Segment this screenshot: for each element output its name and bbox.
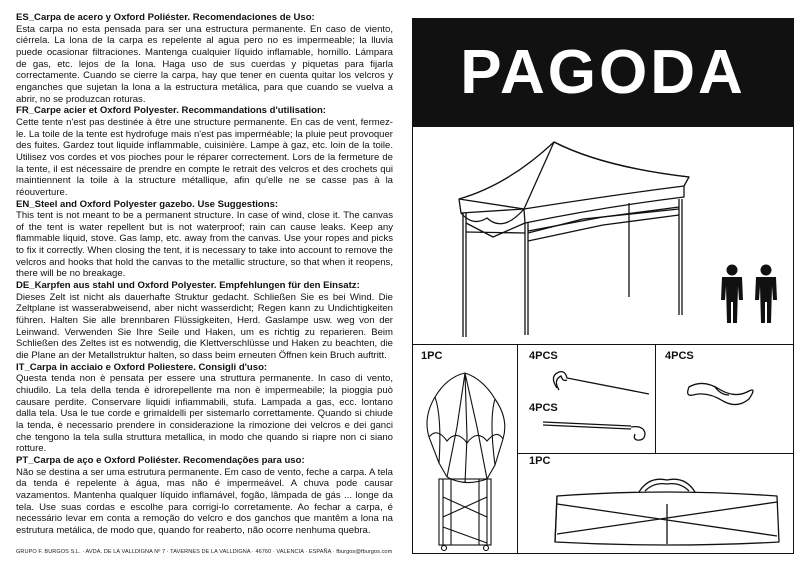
tent-stake-icon — [543, 366, 653, 400]
section-title: PT_Carpa de aço e Oxford Poliéster. Recomendações para uso: — [16, 454, 305, 466]
rope-icon — [685, 375, 757, 411]
divider — [655, 344, 656, 454]
product-title: PAGODA — [460, 38, 746, 107]
section-en — [16, 199, 393, 281]
section-body: Dieses Zelt ist nicht als dauerhafte Struktur gedacht. Schließen Sie es bei Wind. Die Zeltplane ist wasserabweisend, aber nicht wasserdicht; Regen kann zu Undichtigkeiten führen. Halten Sie alle brennbaren Flüssigkeiten, Herd. Gaslampe usw. weg von der Leinwand. Verwenden Sie Ihre Seile und Haken, um es richtig zu reparieren. Beim Schließen des Zeltes ist es notwendig, die Klettverschlüsse und Haken zu beachten, die die Plane an der Metallstruktur halten, so dass beim erneuten Öffnen kein Bruch auftritt. — [16, 291, 393, 362]
section-body: Esta carpa no esta pensada para ser una estructura permanente. En caso de viento, ciérrela. La lona de la carpa es repelente al agua pero no es impermeable; la lluvia puede ocasionar filtraciones. Mantenga cualquier líquido inflamable, hornillo. Lámpara de gas, etc. lejos de la lona. Haga uso de sus cuerdas y piquetas para fijarla correctamente. Cuando se cierre la carpa, hay que tener en cuenta quitar los velcros y enganches que sujetan la lona a la estructura metálica, para que cuando se vuelva a abrir, no se produzcan roturas. — [16, 23, 393, 105]
section-it — [16, 362, 393, 455]
stakes-quantity: 4PCS — [529, 350, 558, 362]
hooks-quantity: 4PCS — [529, 402, 558, 414]
section-title: DE_Karpfen aus stahl und Oxford Polyester. Empfehlungen für den Einsatz: — [16, 280, 360, 292]
instructions-column — [16, 12, 393, 537]
section-title: EN_Steel and Oxford Polyester gazebo. Use Suggestions: — [16, 198, 279, 210]
hook-icon — [539, 419, 651, 445]
section-es — [16, 12, 393, 105]
section-body: This tent is not meant to be a permanent structure. In case of wind, close it. The canvas of the tent is water repellent but is not waterproof; rain can cause leaks. Keep any flammable liquid, stove. Gas lamp, etc. away from the canvas. Use your ropes and picks to fix it correctly. When closing the tent, it is necessary to take into account to remove the velcros and hooks that hold the canvas to the metallic structure, so that when it reopens, there will be no breakage. — [16, 210, 393, 280]
carry-bag-icon — [549, 474, 785, 550]
section-de — [16, 280, 393, 362]
section-title: FR_Carpe acier et Oxford Polyester. Recommandations d'utilisation: — [16, 105, 326, 117]
folded-gazebo-icon — [417, 367, 515, 551]
section-body: Questa tenda non è pensata per essere una struttura permanente. In caso di vento, chiudilo. La tela della tenda è idrorepellente ma non è impermeabile; la pioggia può causare perdite. Conservare liquidi infiammabili, stufa. Lampada a gas, ecc. lontano dalla tela. Usa le tue corde e grimaldelli per sistemarlo correttamente. Quando si chiude la tenda, è necessario prendere in considerazione la rimozione dei velcros e dei ganci che tengono la tela sulla struttura metallica, in modo che quando si riapre non ci siano rotture. — [16, 373, 393, 455]
divider — [517, 344, 518, 554]
bag-quantity: 1PC — [529, 455, 551, 467]
person-icon — [719, 264, 745, 324]
divider — [413, 344, 793, 345]
section-fr — [16, 105, 393, 198]
section-title: ES_Carpa de acero y Oxford Poliéster. Recomendaciones de Uso: — [16, 12, 315, 23]
section-title: IT_Carpa in acciaio e Oxford Poliestere. Consigli d'uso: — [16, 361, 268, 373]
section-body: Não se destina a ser uma estrutura permanente. Em caso de vento, feche a carpa. A tela da tenda é repelente à água, mas não é impermeável. A chuva pode causar vazamentos. Mantenha qualquer líquido inflamável, fogão, lâmpada de gás ... longe da tela. Use suas cordas e escolhe para corrigi-lo corretamente. Ao fechar a carpa, é necessário levar em conta a remoção do velcro e dos ganchos que mantêm a lona na estrutura metálica, de modo que, quando for reaberto, não ocorre nenhuma quebra. — [16, 466, 393, 536]
divider — [517, 453, 794, 454]
section-pt — [16, 455, 393, 537]
gazebo-illustration — [453, 137, 693, 342]
company-footer: GRUPO F. BURGOS S.L. · AVDA. DE LA VALLDIGNA Nº 7 · TAVERNES DE LA VALLDIGNA · 46760 · VALENCIA · ESPAÑA · fburgos@fburgos.com — [16, 549, 393, 555]
section-body: Cette tente n'est pas destinée à être une structure permanente. En cas de vent, fermez-le. La toile de la tente est hydrofuge mais n'est pas imperméable; la pluie peut provoquer des fuites. Gardez tout liquide inflammable, cuisinière. Lampe à gaz, etc. loin de la toile. Utilisez vos cordes et vos pioches pour le réparer correctement. Lors de la fermeture de la tente, il est nécessaire de prendre en compte le retrait des velcros et des crochets qui maintiennent la toile à la structure métallique, afin qu'elle ne se casse pas à la réouverture. — [16, 116, 393, 198]
title-banner — [413, 19, 793, 127]
person-icon — [753, 264, 779, 324]
ropes-quantity: 4PCS — [665, 350, 694, 362]
tent-quantity: 1PC — [421, 350, 443, 362]
product-panel — [412, 18, 794, 554]
